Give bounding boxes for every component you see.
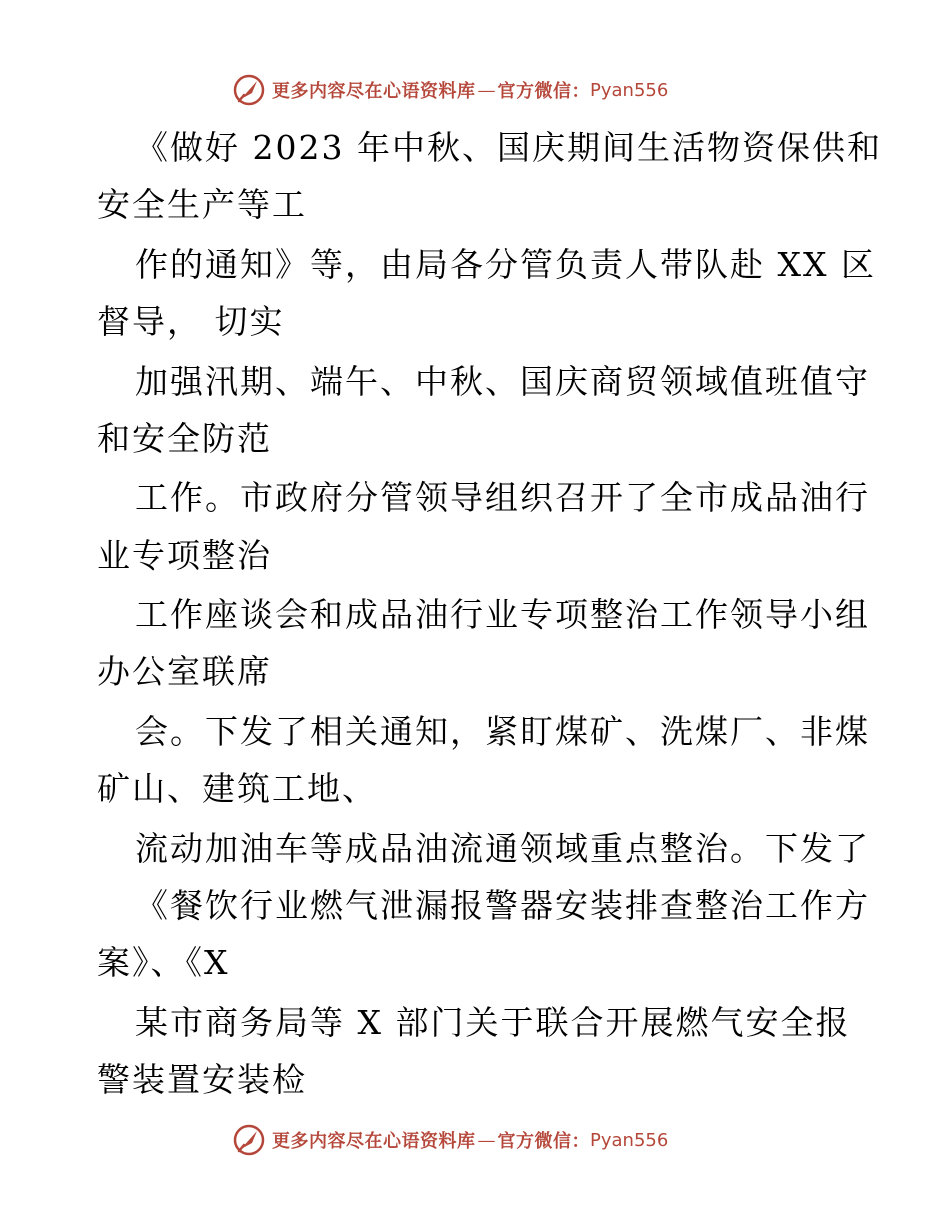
feather-logo-icon bbox=[232, 1123, 266, 1157]
watermark-header bbox=[232, 72, 668, 108]
watermark-account-id: Pyan556 bbox=[590, 1129, 669, 1151]
feather-logo-icon bbox=[232, 73, 266, 107]
watermark-account-id: Pyan556 bbox=[590, 79, 669, 101]
text-line: 工作。市政府分管领导组织召开了全市成品油行 bbox=[135, 478, 870, 517]
text-line: 案》、《X bbox=[97, 943, 230, 982]
text-line: 业专项整治 bbox=[97, 536, 272, 575]
text-line: 加强汛期、端午、中秋、国庆商贸领域值班值守 bbox=[135, 362, 870, 401]
watermark-account-label: 官方微信： bbox=[497, 1131, 590, 1152]
text-line: 矿山、建筑工地、 bbox=[97, 769, 377, 808]
text-line: 警装置安装检 bbox=[97, 1060, 307, 1099]
text-line: 督导， 切实 bbox=[97, 302, 285, 341]
text-line: 安全生产等工 bbox=[97, 185, 307, 224]
text-line: 《做好 2023 年中秋、国庆期间生活物资保供和 bbox=[135, 128, 882, 167]
watermark-account-label: 官方微信： bbox=[497, 81, 590, 102]
watermark-text: 更多内容尽在心语资料库 bbox=[272, 81, 476, 102]
text-line: 《餐饮行业燃气泄漏报警器安装排查整治工作方 bbox=[135, 886, 870, 925]
text-line: 流动加油车等成品油流通领域重点整治。下发了 bbox=[135, 829, 870, 868]
text-line: 工作座谈会和成品油行业专项整治工作领导小组 bbox=[135, 595, 870, 634]
watermark-separator: — bbox=[477, 79, 496, 101]
text-line: 和安全防范 bbox=[97, 419, 272, 458]
text-line: 办公室联席 bbox=[97, 652, 272, 691]
text-line: 某市商务局等 X 部门关于联合开展燃气安全报 bbox=[135, 1003, 851, 1042]
text-line: 会。下发了相关通知，紧盯煤矿、洗煤厂、非煤 bbox=[135, 712, 870, 751]
watermark-footer bbox=[232, 1122, 668, 1158]
watermark-separator: — bbox=[477, 1129, 496, 1151]
watermark-text: 更多内容尽在心语资料库 bbox=[272, 1131, 476, 1152]
text-line: 作的通知》等，由局各分管负责人带队赴 XX 区 bbox=[135, 245, 876, 284]
